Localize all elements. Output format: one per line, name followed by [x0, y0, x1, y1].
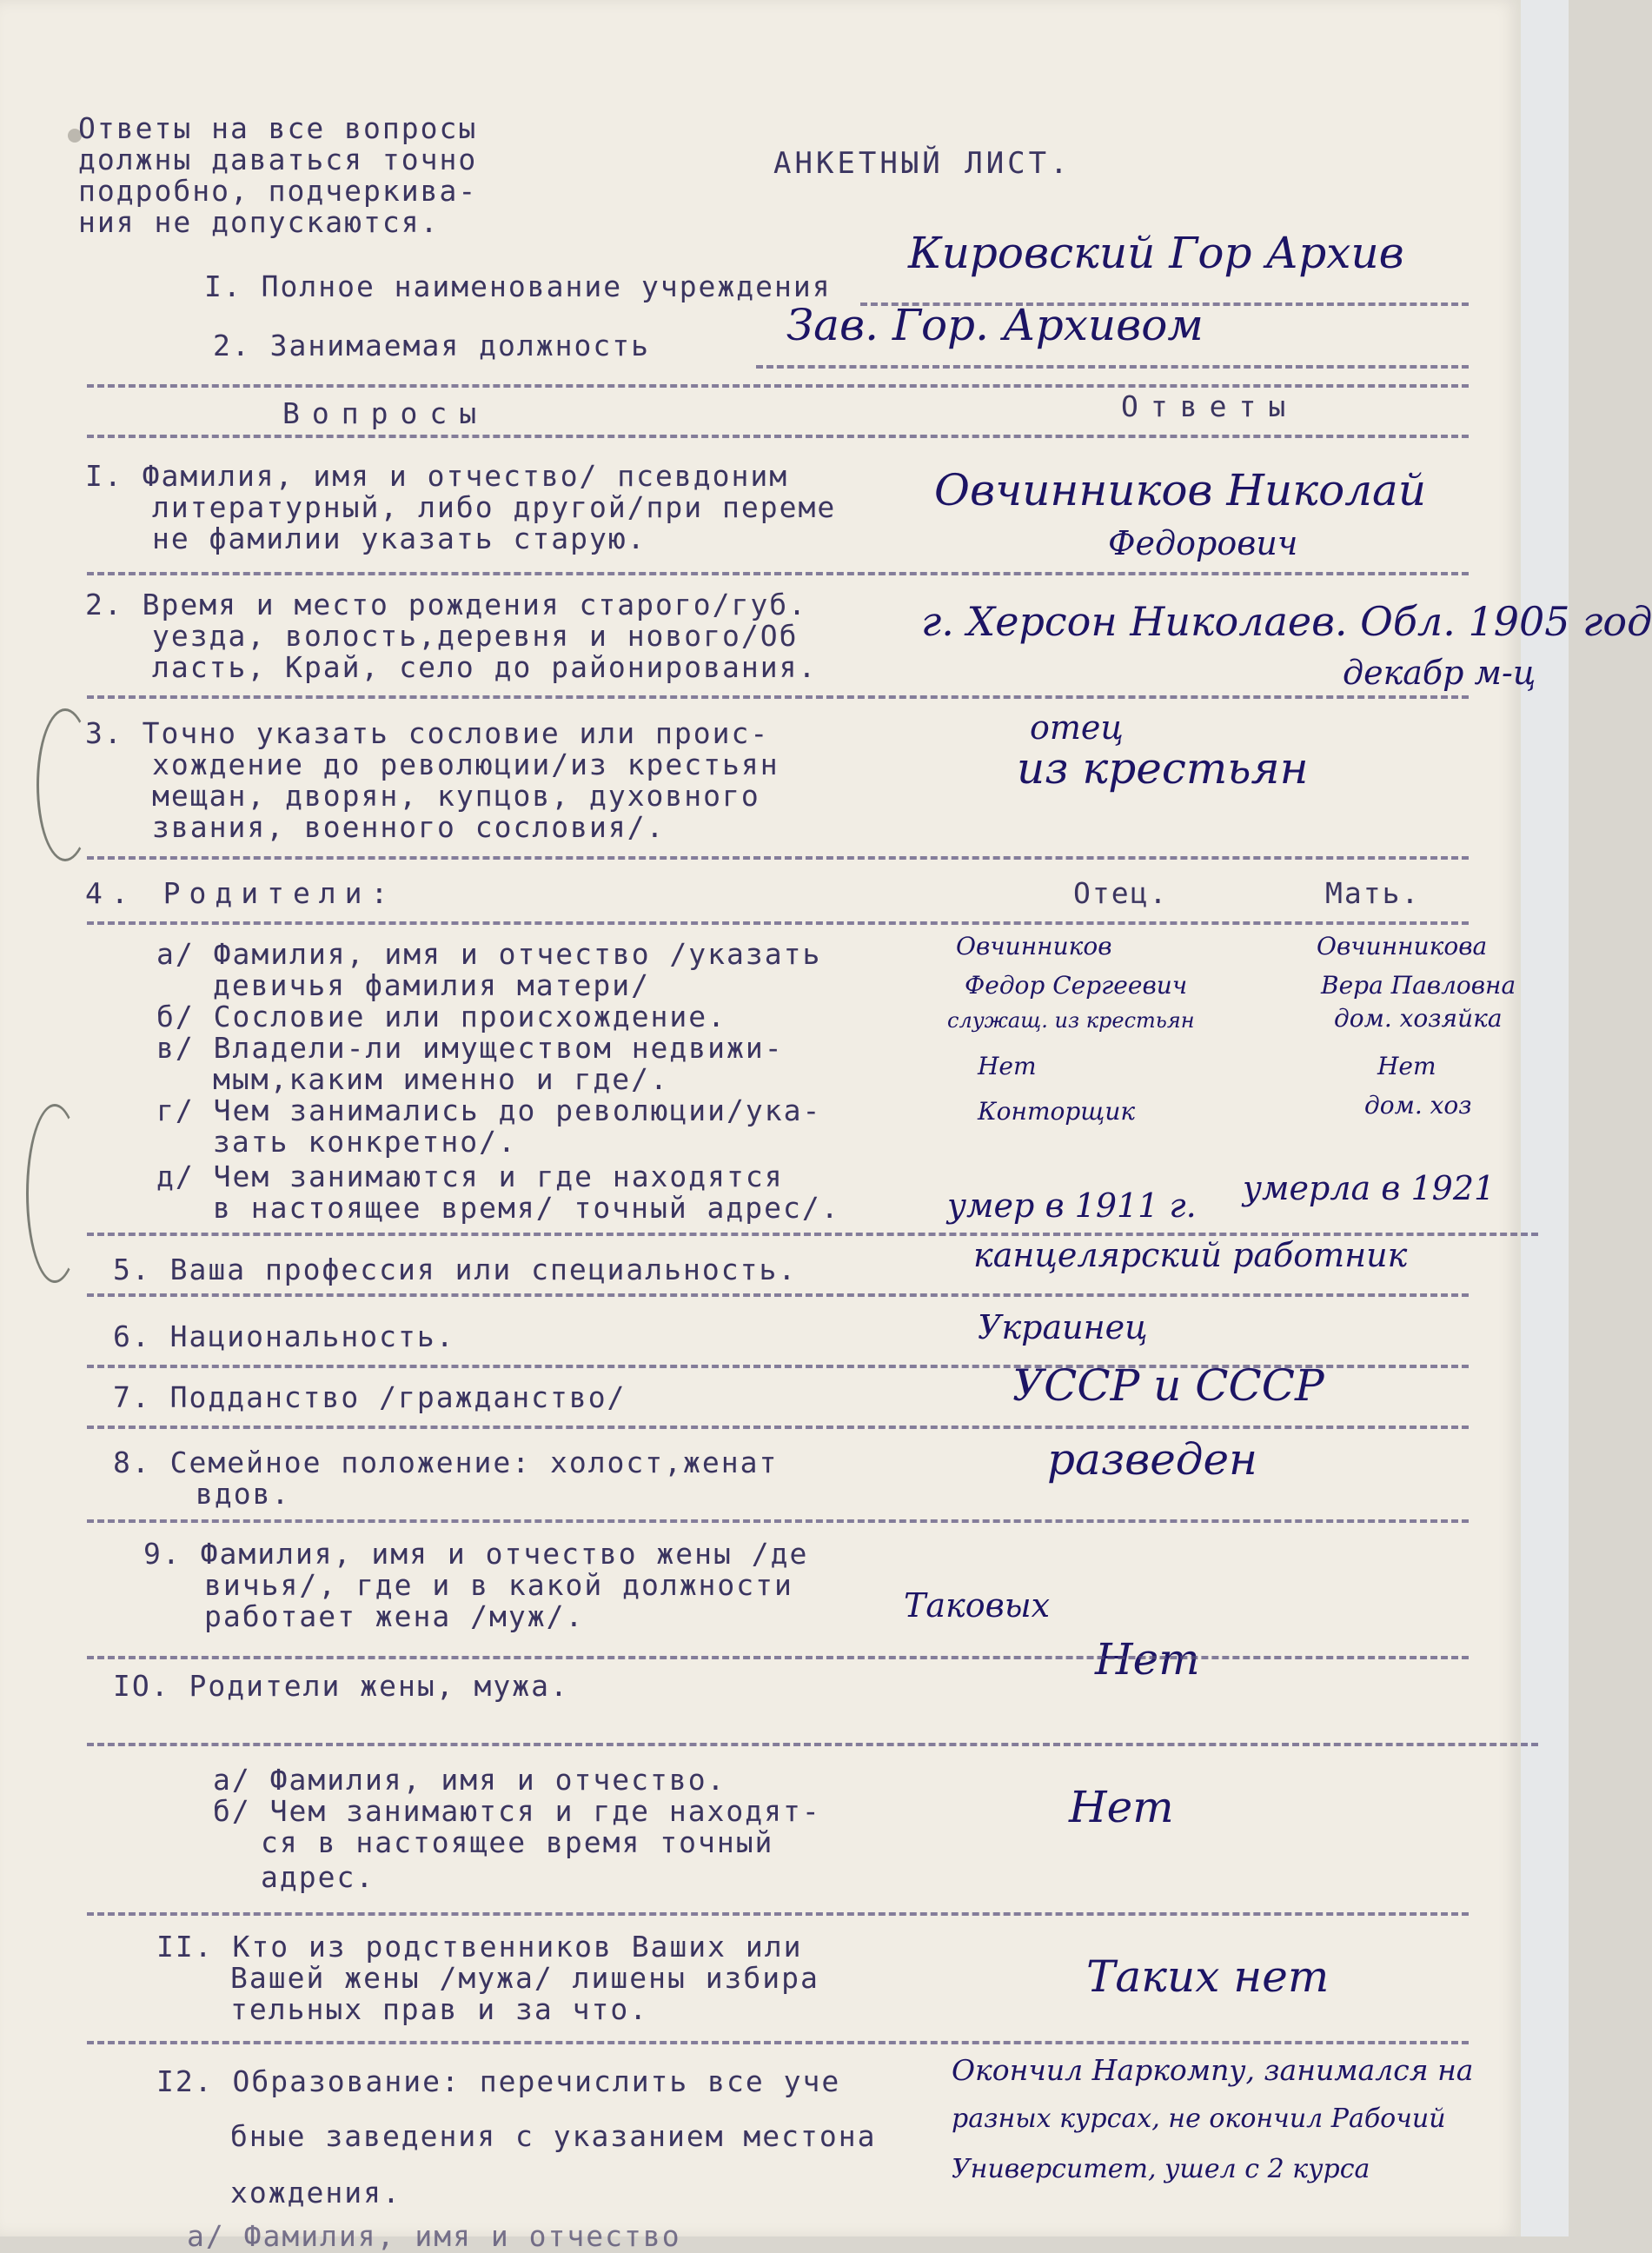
row-divider [87, 856, 1469, 860]
question-1-cont: не фамилии указать старую. [152, 522, 647, 555]
question-8: 8. Семейное положение: холост,женат [113, 1446, 779, 1479]
question-position: 2. Занимаемая должность [213, 329, 650, 362]
question-12-cont: бные заведения с указанием местона [230, 2119, 877, 2153]
question-4b: б/ Сословие или происхождение. [156, 1000, 727, 1033]
question-4d-cont: в настоящее время/ точный адрес/. [213, 1191, 840, 1225]
answer-9: Нет [1095, 1634, 1200, 1685]
form-title: АНКЕТНЫЙ ЛИСТ. [773, 146, 1071, 181]
answer-1-patronymic: Федорович [1108, 524, 1298, 562]
question-4d: д/ Чем занимаются и где находятся [156, 1160, 784, 1193]
question-8-cont: вдов. [196, 1477, 291, 1511]
column-header-questions: Вопросы [282, 396, 489, 430]
question-4a-cont: девичья фамилия матери/ [213, 968, 650, 1002]
answer-4v-mother: Нет [1377, 1052, 1436, 1080]
answer-4a-father-name: Федор Сергеевич [965, 971, 1188, 1000]
question-9-cont: работает жена /муж/. [204, 1599, 585, 1633]
answer-10: Нет [1069, 1782, 1174, 1832]
row-divider [87, 695, 1469, 699]
answer-3-origin: из крестьян [1017, 743, 1309, 794]
answer-2-month: декабр м-ц [1343, 654, 1536, 692]
answer-8: разведен [1047, 1434, 1257, 1485]
parents-col-mother: Мать. [1325, 876, 1421, 910]
section-divider [87, 435, 1469, 438]
question-6: 6. Национальность. [113, 1319, 455, 1353]
row-divider [87, 1743, 1538, 1746]
answer-4d-father: умер в 1911 г. [947, 1186, 1197, 1225]
question-9: 9. Фамилия, имя и отчество жены /де [143, 1537, 809, 1571]
instruction-line: должны даваться точно [78, 143, 478, 176]
answer-12-line2: разных курсах, не окончил Рабочий [952, 2103, 1446, 2134]
answer-11: Таких нет [1086, 1951, 1330, 2002]
row-divider [87, 572, 1469, 575]
question-10a: а/ Фамилия, имя и отчество. [213, 1763, 726, 1797]
section-divider [87, 384, 1469, 388]
question-5: 5. Ваша профессия или специальность. [113, 1253, 798, 1286]
answer-2-birthplace: г. Херсон Николаев. Обл. 1905 год [921, 598, 1652, 645]
question-1: I. Фамилия, имя и отчество/ псевдоним [85, 459, 789, 493]
answer-1-name: Овчинников Николай [934, 465, 1427, 515]
binding-thread [26, 1104, 83, 1283]
question-10b-cont: ся в настоящее время точный [261, 1825, 774, 1859]
question-4g: г/ Чем занимались до революции/ука- [156, 1093, 822, 1127]
row-divider [87, 1519, 1469, 1523]
answer-4g-father: Конторщик [978, 1097, 1136, 1126]
question-2: 2. Время и место рождения старого/губ. [85, 588, 807, 621]
answer-12-line3: Университет, ушел с 2 курса [952, 2154, 1370, 2184]
parents-col-father: Отец. [1073, 876, 1169, 910]
question-12-cont: хождения. [230, 2176, 401, 2210]
answer-institution: Кировский Гор Архив [908, 228, 1404, 278]
question-3-cont: звания, военного сословия/. [152, 810, 666, 844]
row-divider [87, 1656, 1469, 1659]
question-10b: б/ Чем занимаются и где находят- [213, 1794, 821, 1828]
question-10: IO. Родители жены, мужа. [113, 1669, 569, 1703]
question-4g-cont: зать конкретно/. [213, 1125, 517, 1159]
question-3-cont: хождение до революции/из крестьян [152, 748, 780, 781]
answer-9-note: Таковых [904, 1586, 1051, 1625]
question-1-cont: литературный, либо другой/при переме [152, 490, 837, 524]
question-12a-partial: а/ Фамилия, имя и отчество [187, 2219, 681, 2253]
question-11-cont: Вашей жены /мужа/ лишены избира [230, 1961, 819, 1995]
question-3: 3. Точно указать сословие или проис- [85, 716, 770, 750]
question-4v-cont: мым,каким именно и где/. [213, 1062, 669, 1096]
instruction-line: Ответы на все вопросы [78, 111, 478, 145]
answer-4a-father-surname: Овчинников [956, 932, 1112, 960]
answer-4a-mother-name: Вера Павловна [1321, 971, 1516, 1000]
answer-4d-mother: умерла в 1921 [1243, 1169, 1496, 1207]
row-divider [87, 2041, 1469, 2044]
row-divider [87, 1293, 1469, 1297]
question-2-cont: уезда, волость,деревня и нового/Об [152, 619, 799, 653]
answer-4a-mother-surname: Овчинникова [1317, 932, 1488, 960]
row-divider [87, 1426, 1469, 1429]
question-11: II. Кто из родственников Ваших или [156, 1930, 803, 1964]
answer-12-line1: Окончил Наркомпу, занимался на [952, 2053, 1474, 2087]
background-edge [1521, 0, 1569, 2236]
answer-4b-father: служащ. из крестьян [947, 1008, 1195, 1033]
question-4v: в/ Владели-ли имуществом недвижи- [156, 1031, 784, 1065]
answer-4b-mother: дом. хозяйка [1334, 1004, 1503, 1033]
row-divider [87, 1912, 1469, 1916]
answer-7: УССР и СССР [1012, 1360, 1324, 1411]
row-divider [87, 921, 1469, 925]
answer-5: канцелярский работник [973, 1236, 1408, 1274]
answer-6: Украинец [978, 1308, 1148, 1346]
instruction-line: ния не допускаются. [78, 205, 440, 239]
answer-position: Зав. Гор. Архивом [786, 300, 1204, 350]
question-12: I2. Образование: перечислить все уче [156, 2064, 841, 2098]
question-4: 4. Родители: [85, 876, 397, 910]
question-3-cont: мещан, дворян, купцов, духовного [152, 779, 760, 813]
question-11-cont: тельных прав и за что. [230, 1992, 649, 2026]
column-header-answers: Ответы [1121, 389, 1298, 423]
question-institution: I. Полное наименование учреждения [204, 269, 832, 303]
answer-line [756, 365, 1469, 369]
answer-4v-father: Нет [978, 1052, 1037, 1080]
question-4a: а/ Фамилия, имя и отчество /указать [156, 937, 822, 971]
question-10b-cont: адрес. [261, 1860, 375, 1894]
instruction-line: подробно, подчеркива- [78, 174, 478, 208]
question-2-cont: ласть, Край, село до районирования. [152, 650, 818, 684]
question-9-cont: вичья/, где и в какой должности [204, 1568, 793, 1602]
question-7: 7. Подданство /гражданство/ [113, 1380, 627, 1414]
answer-4g-mother: дом. хоз [1364, 1091, 1472, 1120]
answer-3-note: отец [1030, 708, 1124, 747]
